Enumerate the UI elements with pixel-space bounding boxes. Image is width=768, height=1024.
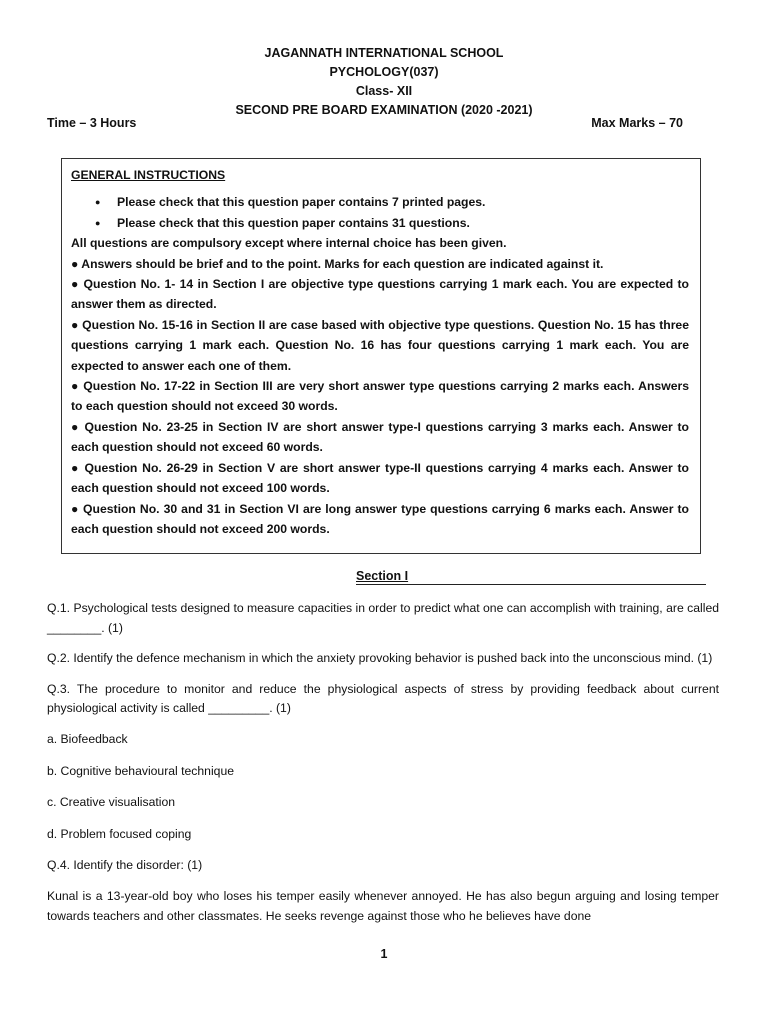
instruction-point: ● Answers should be brief and to the point. Marks for each question are indicated against it. [71, 256, 604, 271]
instruction-point: ● Question No. 1- 14 in Section I are objective type questions carrying 1 mark each. You are expected to answer them as directed. [71, 277, 689, 312]
instruction-point: ● Question No. 15-16 in Section II are case based with objective type questions. Question No. 15 has three questions carrying 1 mark each. Question No. 16 has four questions carrying 1 mark each. You are expected to answer each one of them. [71, 317, 689, 373]
class-label: Class- XII [355, 84, 413, 98]
general-instructions-box [61, 158, 701, 554]
instruction-point: ● Question No. 23-25 in Section IV are short answer type-I questions carrying 3 marks each. Answer to each question should not exceed 60 words. [71, 419, 689, 455]
question-2: Q.2. Identify the defence mechanism in which the anxiety provoking behavior is pushed back into the unconscious mind. (1) [47, 651, 713, 666]
instruction-point: ● Question No. 17-22 in Section III are very short answer type questions carrying 2 marks each. Answers to each question should not exceed 30 words. [71, 379, 689, 414]
exam-meta [47, 116, 683, 130]
exam-title: SECOND PRE BOARD EXAMINATION (2020 -2021) [235, 103, 533, 117]
option-b: b. Cognitive behavioural technique [47, 763, 235, 778]
general-instructions-title: GENERAL INSTRUCTIONS [71, 168, 226, 182]
check-item: ● Please check that this question paper contains 7 printed pages. [95, 192, 689, 212]
max-marks-label: Max Marks – 70 [591, 116, 683, 130]
school-name: JAGANNATH INTERNATIONAL SCHOOL [264, 46, 504, 60]
questions-list [47, 599, 719, 937]
instruction-point: ● Question No. 26-29 in Section V are short answer type-II questions carrying 4 marks each. Answer to each question should not exceed 100 words. [71, 460, 689, 496]
compulsory-note: All questions are compulsory except where internal choice has been given. [71, 236, 507, 251]
check-item: ● Please check that this question paper contains 31 questions. [95, 213, 689, 233]
exam-header [0, 44, 768, 120]
option-d: d. Problem focused coping [47, 826, 192, 841]
check-list [71, 192, 689, 233]
time-label: Time – 3 Hours [47, 116, 137, 130]
question-1: Q.1. Psychological tests designed to measure capacities in order to predict what one can accomplish with training, are called ________. (1) [47, 601, 719, 635]
option-c: c. Creative visualisation [47, 795, 176, 810]
subject-title: PYCHOLOGY(037) [329, 65, 439, 79]
option-a: a. Biofeedback [47, 731, 128, 746]
page-number: 1 [380, 947, 388, 961]
question-4-case: Kunal is a 13-year-old boy who loses his temper easily whenever annoyed. He has also begun arguing and losing temper towards teachers and other classmates. He seeks revenge against those who he believes have done [47, 888, 719, 923]
section-heading [356, 569, 706, 585]
section-title: Section I [356, 569, 409, 583]
question-4: Q.4. Identify the disorder: (1) [47, 858, 203, 873]
question-3: Q.3. The procedure to monitor and reduce the physiological aspects of stress by providing feedback about current physiological activity is called _________. (1) [47, 681, 719, 716]
instruction-point: ● Question No. 30 and 31 in Section VI are long answer type questions carrying 6 marks each. Answer to each question should not exceed 200 words. [71, 501, 689, 536]
